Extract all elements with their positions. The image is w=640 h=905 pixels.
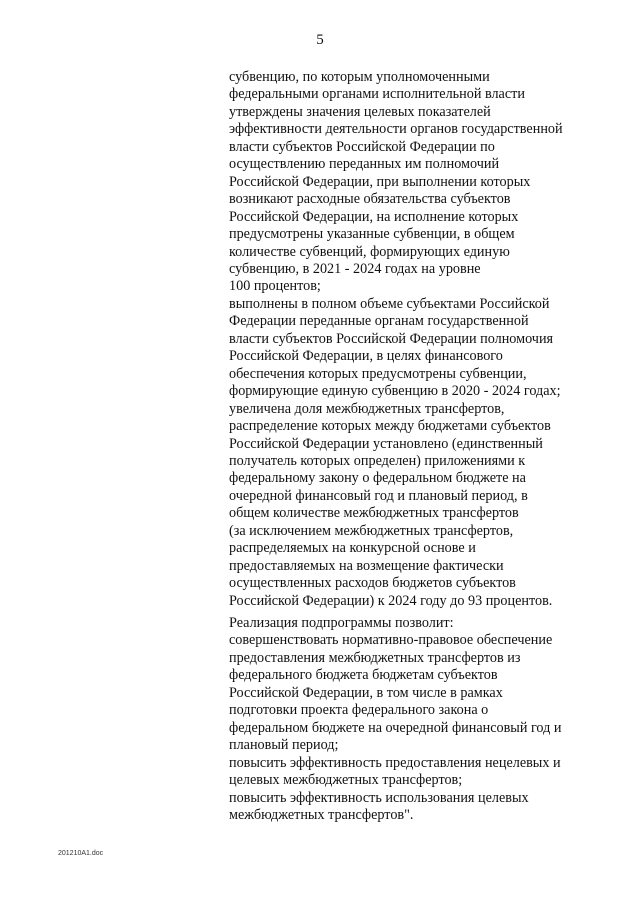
- text-line: власти субъектов Российской Федерации полномочия: [229, 330, 554, 347]
- text-line: количестве субвенций, формирующих единую: [229, 243, 510, 260]
- text-line: субвенцию, в 2021 - 2024 годах на уровне: [229, 260, 481, 277]
- text-line: предоставляемых на возмещение фактически: [229, 557, 504, 574]
- text-line: формирующие единую субвенцию в 2020 - 2024 годах;: [229, 383, 561, 400]
- text-line: повысить эффективность использования целевых: [229, 789, 529, 806]
- page-number: 5: [316, 32, 324, 48]
- text-line: Российской Федерации, в целях финансового: [229, 348, 503, 365]
- text-line: (за исключением межбюджетных трансфертов,: [229, 522, 514, 539]
- text-line: Российской Федерации) к 2024 году до 93 процентов.: [229, 592, 553, 609]
- text-line: осуществлению переданных им полномочий: [229, 156, 500, 173]
- text-line: распределение которых между бюджетами субъектов: [229, 418, 551, 435]
- text-line: Российской Федерации, при выполнении которых: [229, 173, 531, 190]
- text-line: федерального бюджета бюджетам субъектов: [229, 667, 498, 684]
- text-line: федеральными органами исполнительной власти: [229, 86, 525, 103]
- text-line: увеличена доля межбюджетных трансфертов,: [229, 400, 505, 417]
- text-line: общем количестве межбюджетных трансфертов: [229, 505, 519, 522]
- text-line: обеспечения которых предусмотрены субвенции,: [229, 365, 527, 382]
- text-block-implementation: [229, 615, 609, 824]
- text-line: федеральному закону о федеральном бюджете на: [229, 470, 526, 487]
- text-line: федеральном бюджете на очередной финансовый год и: [229, 719, 562, 736]
- text-line: выполнены в полном объеме субъектами Российской: [229, 295, 550, 312]
- text-line: Российской Федерации установлено (единственный: [229, 435, 543, 452]
- text-line: Российской Федерации, на исполнение которых: [229, 208, 519, 225]
- text-line: распределяемых на конкурсной основе и: [229, 540, 476, 557]
- footer-filename: 201210A1.doc: [58, 850, 104, 857]
- text-line: власти субъектов Российской Федерации по: [229, 138, 495, 155]
- text-line: совершенствовать нормативно-правовое обеспечение: [229, 632, 553, 649]
- text-line: Российской Федерации, в том числе в рамках: [229, 684, 503, 701]
- text-line: эффективности деятельности органов государственной: [229, 121, 563, 138]
- text-line: очередной финансовый год и плановый период, в: [229, 487, 528, 504]
- text-line: получатель которых определен) приложениями к: [229, 452, 526, 469]
- text-line: возникают расходные обязательства субъектов: [229, 191, 511, 208]
- text-block-outcomes: [229, 69, 609, 610]
- text-line: субвенцию, по которым уполномоченными: [229, 69, 490, 85]
- text-line: межбюджетных трансфертов".: [229, 806, 414, 823]
- text-line: плановый период;: [229, 737, 339, 754]
- text-line: подготовки проекта федерального закона о: [229, 702, 489, 719]
- text-line: Реализация подпрограммы позволит:: [229, 615, 454, 631]
- text-line: предоставления межбюджетных трансфертов из: [229, 649, 521, 666]
- text-line: предусмотрены указанные субвенции, в общем: [229, 226, 515, 243]
- text-line: 100 процентов;: [229, 278, 321, 295]
- text-line: утверждены значения целевых показателей: [229, 103, 491, 120]
- text-line: повысить эффективность предоставления нецелевых и: [229, 754, 561, 771]
- text-line: Федерации переданные органам государственной: [229, 313, 529, 330]
- text-line: целевых межбюджетных трансфертов;: [229, 772, 463, 789]
- text-line: осуществленных расходов бюджетов субъектов: [229, 575, 516, 592]
